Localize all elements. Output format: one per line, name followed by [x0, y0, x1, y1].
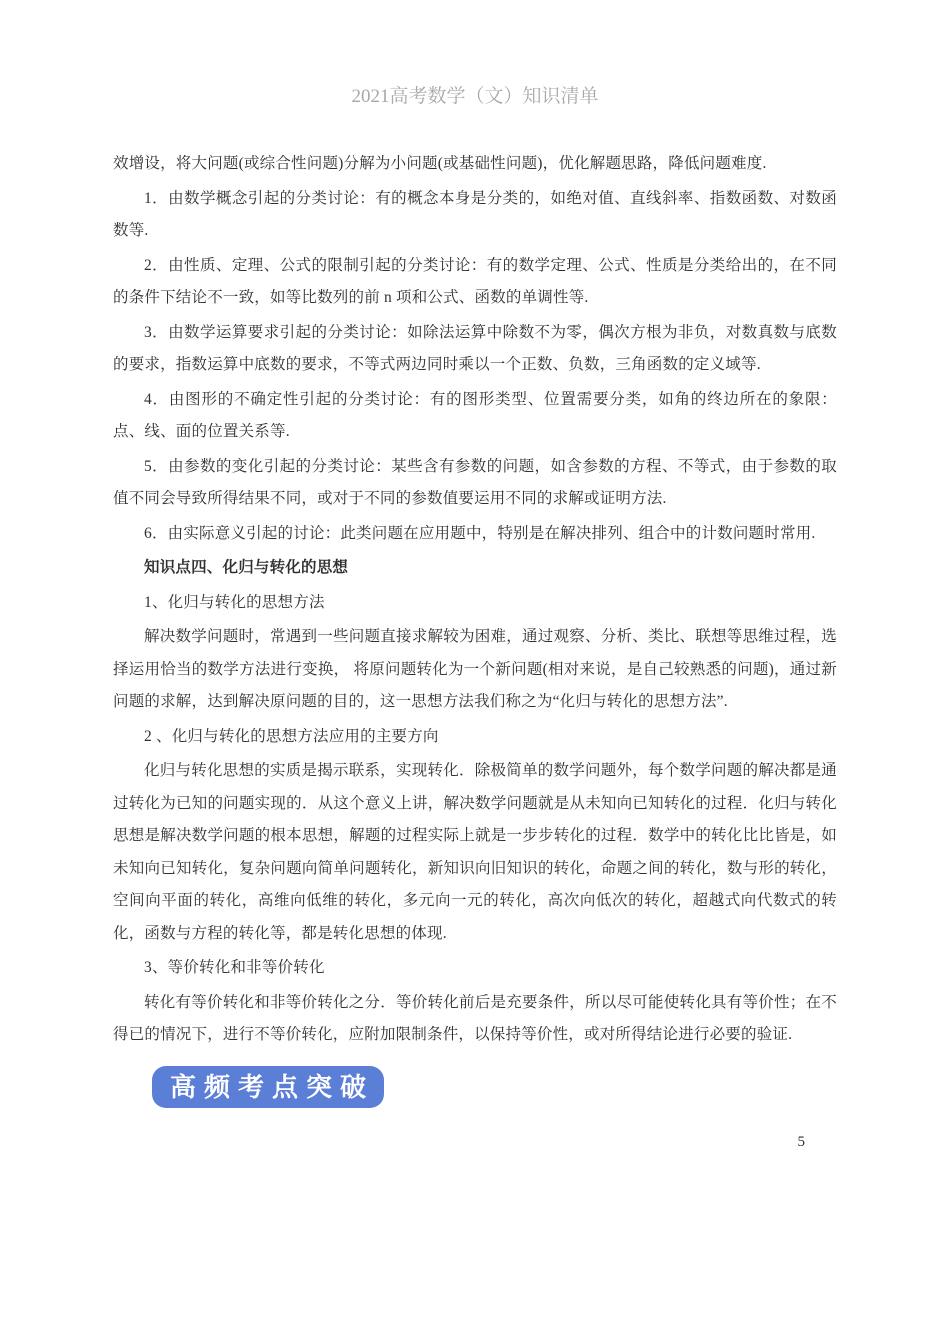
high-frequency-exam-points-badge: 高频考点突破	[152, 1066, 384, 1108]
paragraph-item-5: 5．由参数的变化引起的分类讨论：某些含有参数的问题，如含参数的方程、不等式，由于参数的取值不同会导致所得结果不同，或对于不同的参数值要运用不同的求解或证明方法.	[113, 457, 837, 507]
paragraph-continuation: 效增设，将大问题(或综合性问题)分解为小问题(或基础性问题)，优化解题思路，降低问题难度.	[113, 155, 767, 172]
subheading-2: 2 、化归与转化的思想方法应用的主要方向	[144, 727, 439, 745]
page-header-title: 2021高考数学（文）知识清单	[351, 86, 599, 107]
paragraph-body-3: 转化有等价转化和非等价转化之分．等价转化前后是充要条件，所以尽可能使转化具有等价性；在不得已的情况下，进行不等价转化，应附加限制条件，以保持等价性，或对所得结论进行必要的验证.	[113, 993, 837, 1043]
subheading-3: 3、等价转化和非等价转化	[144, 959, 325, 976]
paragraph-item-4: 4．由图形的不确定性引起的分类讨论：有的图形类型、位置需要分类，如角的终边所在的象限：点、线、面的位置关系等.	[113, 390, 837, 440]
paragraph-body-1: 解决数学问题时，常遇到一些问题直接求解较为困难，通过观察、分析、类比、联想等思维过程，选择运用恰当的数学方法进行变换， 将原问题转化为一个新问题(相对来说，是自己较熟悉的问题)，通过新问题的求解，达到解决原问题的目的，这一思想方法我们称之为“化归与转化的思想方法”.	[113, 628, 837, 710]
document-body	[113, 148, 837, 1052]
subheading-1: 1、化归与转化的思想方法	[144, 593, 325, 611]
paragraph-item-1: 1．由数学概念引起的分类讨论：有的概念本身是分类的，如绝对值、直线斜率、指数函数、对数函数等.	[113, 189, 837, 239]
section-heading-knowledge-point-4: 知识点四、化归与转化的思想	[144, 559, 349, 576]
paragraph-item-3: 3．由数学运算要求引起的分类讨论：如除法运算中除数不为零，偶次方根为非负，对数真数与底数的要求，指数运算中底数的要求，不等式两边同时乘以一个正数、负数，三角函数的定义域等.	[113, 323, 837, 373]
paragraph-item-6: 6．由实际意义引起的讨论：此类问题在应用题中，特别是在解决排列、组合中的计数问题时常用.	[144, 524, 816, 542]
paragraph-body-2: 化归与转化思想的实质是揭示联系，实现转化．除极简单的数学问题外，每个数学问题的解决都是通过转化为已知的问题实现的．从这个意义上讲，解决数学问题就是从未知向已知转化的过程．化归与转化思想是解决数学问题的根本思想，解题的过程实际上就是一步步转化的过程．数学中的转化比比皆是，如未知向已知转化，复杂问题向简单问题转化，新知识向旧知识的转化，命题之间的转化，数与形的转化，空间向平面的转化，高维向低维的转化，多元向一元的转化，高次向低次的转化，超越式向代数式的转化，函数与方程的转化等，都是转化思想的体现.	[113, 762, 837, 942]
page-number: 5	[797, 1134, 805, 1150]
paragraph-item-2: 2．由性质、定理、公式的限制引起的分类讨论：有的数学定理、公式、性质是分类给出的，在不同的条件下结论不一致，如等比数列的前 n 项和公式、函数的单调性等.	[113, 256, 837, 306]
